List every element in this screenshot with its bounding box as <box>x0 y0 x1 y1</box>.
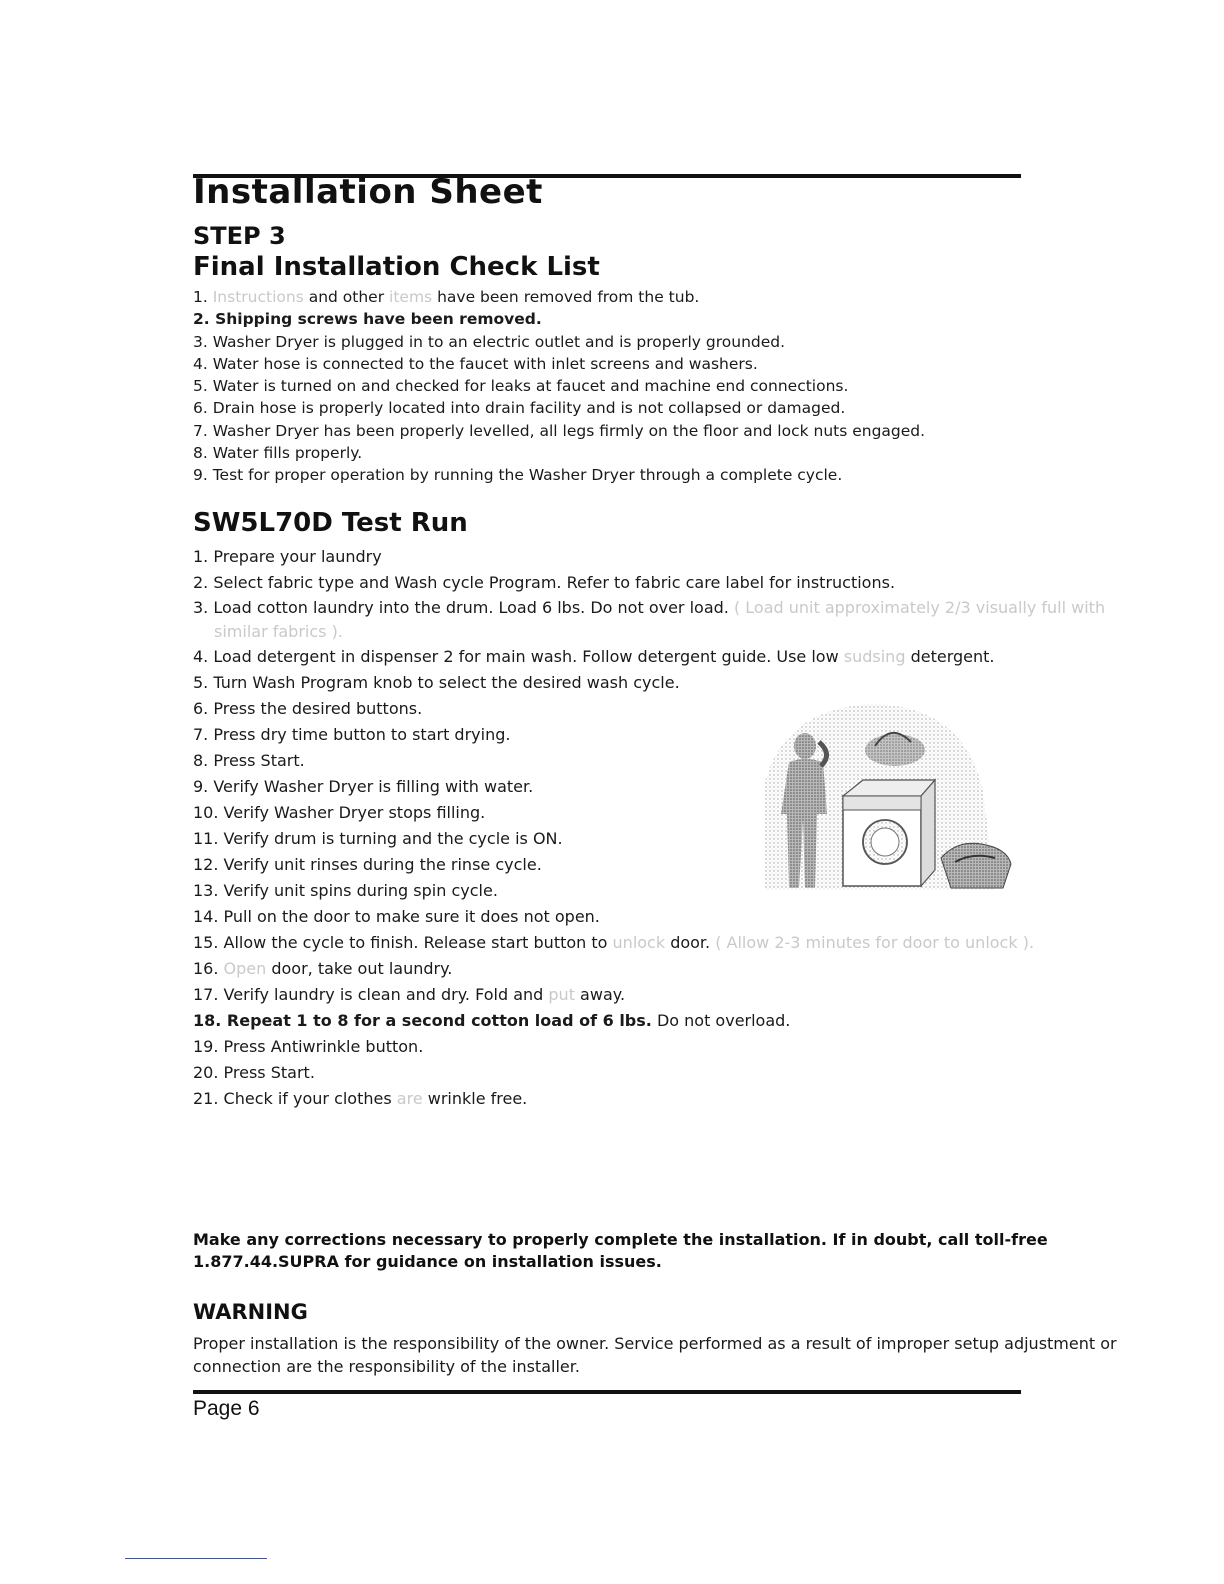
test-run-item: 7. Press dry time button to start drying. <box>193 725 511 744</box>
test-run-item: 21. Check if your clothes are wrinkle free. <box>193 1089 528 1108</box>
installation-notice: Make any corrections necessary to properly complete the installation. If in doubt, call toll-free 1.877.44.SUPRA for guidance on installation issues. <box>193 1230 1048 1271</box>
checklist-item: 5. Water is turned on and checked for leaks at faucet and machine end connections. <box>193 377 849 396</box>
bottom-rule <box>193 1390 1021 1394</box>
test-run-item: 6. Press the desired buttons. <box>193 699 423 718</box>
test-run-item: 5. Turn Wash Program knob to select the desired wash cycle. <box>193 673 680 692</box>
test-run-item: 20. Press Start. <box>193 1063 315 1082</box>
step-label: STEP 3 <box>193 222 286 250</box>
warning-text: Proper installation is the responsibility of the owner. Service performed as a result of improper setup adjustment or connection are the responsibility of the installer. <box>193 1334 1117 1376</box>
checklist-item: 1. Instructions and other items have been removed from the tub. <box>193 288 700 306</box>
test-run-item: 14. Pull on the door to make sure it does not open. <box>193 907 600 926</box>
test-run-item: 11. Verify drum is turning and the cycle is ON. <box>193 829 563 848</box>
washer-illustration <box>745 702 1020 894</box>
test-run-item: 9. Verify Washer Dryer is filling with water. <box>193 777 534 796</box>
test-run-item: 16. Open door, take out laundry. <box>193 959 453 978</box>
laundry-basket <box>941 843 1011 888</box>
checklist-item: 2. Shipping screws have been removed. <box>193 310 542 329</box>
test-run-item: 18. Repeat 1 to 8 for a second cotton load of 6 lbs. Do not overload. <box>193 1011 791 1030</box>
test-run-item: 1. Prepare your laundry <box>193 547 382 566</box>
test-run-item: 4. Load detergent in dispenser 2 for main wash. Follow detergent guide. Use low sudsing detergent. <box>193 647 995 666</box>
checklist-item: 8. Water fills properly. <box>193 444 363 463</box>
checklist-item: 6. Drain hose is properly located into drain facility and is not collapsed or damaged. <box>193 399 846 418</box>
test-run-item: 19. Press Antiwrinkle button. <box>193 1037 424 1056</box>
checklist-heading: Final Installation Check List <box>193 252 600 282</box>
warning-heading: WARNING <box>193 1300 308 1324</box>
checklist <box>193 286 925 487</box>
test-run-item: 8. Press Start. <box>193 751 305 770</box>
test-run-item: 15. Allow the cycle to finish. Release start button to unlock door. ( Allow 2-3 minutes for door to unlock ). <box>193 933 1035 952</box>
test-run-item: 17. Verify laundry is clean and dry. Fold and put away. <box>193 985 626 1004</box>
test-run-item: 13. Verify unit spins during spin cycle. <box>193 881 498 900</box>
test-run-item: 10. Verify Washer Dryer stops filling. <box>193 803 486 822</box>
checklist-item: 7. Washer Dryer has been properly levelled, all legs firmly on the floor and lock nuts engaged. <box>193 421 926 440</box>
checklist-item: 9. Test for proper operation by running the Washer Dryer through a complete cycle. <box>193 466 843 485</box>
test-run-item: 2. Select fabric type and Wash cycle Program. Refer to fabric care label for instructions. <box>193 573 896 592</box>
checklist-item: 3. Washer Dryer is plugged in to an electric outlet and is properly grounded. <box>193 332 786 351</box>
scan-underline <box>125 1558 267 1559</box>
page-title: Installation Sheet <box>193 172 543 212</box>
test-run-item: 3. Load cotton laundry into the drum. Load 6 lbs. Do not over load. ( Load unit approximately 2/3 visually full with similar fabrics ). <box>193 598 1106 641</box>
page-number: Page 6 <box>193 1397 260 1420</box>
test-run-item: 12. Verify unit rinses during the rinse cycle. <box>193 855 542 874</box>
test-run-heading: SW5L70D Test Run <box>193 508 468 538</box>
washer-machine <box>843 780 935 886</box>
checklist-item: 4. Water hose is connected to the faucet with inlet screens and washers. <box>193 354 758 373</box>
